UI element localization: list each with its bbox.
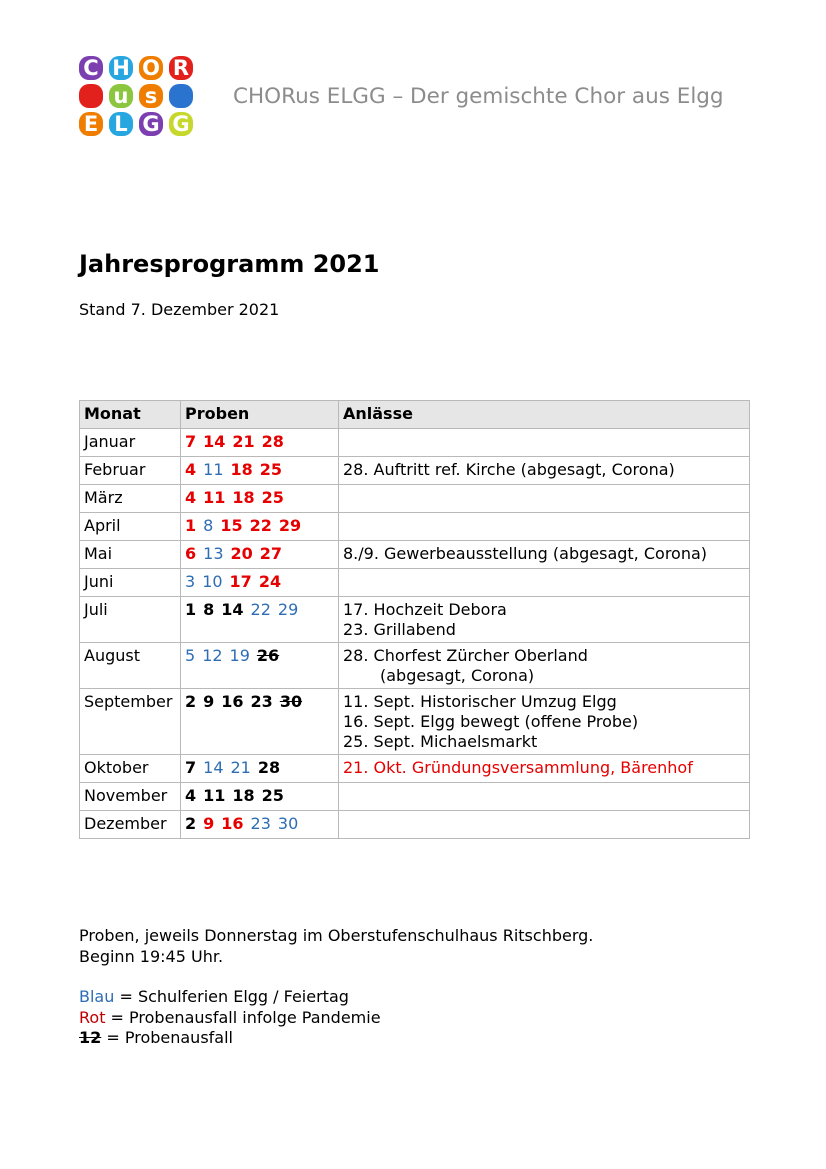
rehearsal-dates-cell [181,429,339,457]
logo-tile [79,84,103,108]
rehearsal-date: 26 [256,646,280,665]
event-entry: 11. Sept. Historischer Umzug Elgg [343,692,617,711]
rehearsal-dates-cell [181,513,339,541]
events-cell [339,541,750,569]
rehearsal-dates-cell [181,783,339,811]
column-header-events: Anlässe [339,401,750,429]
rehearsal-dates-cell [181,541,339,569]
table-row [80,485,750,513]
table-header-row [80,401,750,429]
rehearsal-date: 16 [221,814,244,833]
events-cell [339,783,750,811]
table-row [80,597,750,643]
table-row [80,811,750,839]
legend-row-cancelled [79,1028,381,1049]
month-cell: Februar [80,457,181,485]
rehearsal-date: 21 [232,432,255,451]
month-cell: April [80,513,181,541]
rehearsal-dates-cell [181,811,339,839]
event-entry: 17. Hochzeit Debora [343,600,507,619]
legend-key-blue: Blau [79,987,115,1006]
logo-tile [169,84,193,108]
page-title: Jahresprogramm 2021 [79,250,380,278]
rehearsal-date: 22 [250,600,271,619]
legend-text: = Schulferien Elgg / Feiertag [114,987,349,1006]
table-row [80,569,750,597]
rehearsal-date: 9 [203,692,215,711]
rehearsal-date: 11 [203,488,226,507]
logo-tile: L [109,112,133,136]
table-row [80,429,750,457]
logo-tile: s [139,84,163,108]
rehearsal-date: 18 [232,488,255,507]
month-cell: Oktober [80,755,181,783]
table-row [80,783,750,811]
header-title: CHORus ELGG – Der gemischte Chor aus Elgg [233,84,724,109]
rehearsal-date: 6 [185,544,197,563]
logo-tile: G [169,112,193,136]
rehearsal-dates-cell [181,457,339,485]
month-cell: Dezember [80,811,181,839]
logo-tile: O [139,56,163,80]
month-cell: Juli [80,597,181,643]
logo-tile: R [169,56,193,80]
rehearsal-dates-cell [181,597,339,643]
events-cell [339,485,750,513]
rehearsal-date: 25 [261,488,284,507]
event-entry: 25. Sept. Michaelsmarkt [343,732,538,751]
events-cell [339,457,750,485]
events-cell [339,569,750,597]
rehearsal-dates-cell [181,569,339,597]
event-entry: (abgesagt, Corona) [380,666,535,685]
rehearsal-dates-cell [181,689,339,755]
legend-row-red [79,1008,381,1029]
month-cell: März [80,485,181,513]
logo-tile: u [109,84,133,108]
rehearsal-dates-cell [181,755,339,783]
logo-tile: H [109,56,133,80]
rehearsal-dates-cell [181,485,339,513]
logo-tile: G [139,112,163,136]
rehearsal-date: 25 [259,460,283,479]
rehearsal-date: 14 [221,600,244,619]
rehearsal-date: 28 [257,758,281,777]
rehearsal-date: 2 [185,814,197,833]
month-cell: Mai [80,541,181,569]
legend-key-red: Rot [79,1007,106,1027]
month-cell: November [80,783,181,811]
events-cell [339,689,750,755]
rehearsal-date: 23 [250,814,271,833]
rehearsal-date: 13 [203,544,224,563]
rehearsal-date: 17 [229,572,252,591]
rehearsal-date: 18 [230,460,253,479]
rehearsal-date: 1 [185,600,197,619]
table-row [80,689,750,755]
table-row [80,513,750,541]
rehearsal-date: 22 [249,516,272,535]
rehearsal-date: 29 [277,600,299,619]
rehearsal-date: 28 [261,432,284,451]
table-row [80,541,750,569]
chorus-logo [79,56,195,136]
rehearsal-date: 29 [278,516,302,535]
rehearsal-date: 21 [230,758,251,777]
logo-tile: E [79,112,103,136]
rehearsal-date: 12 [202,646,223,665]
rehearsal-date: 25 [261,786,284,805]
rehearsal-date: 1 [185,516,197,535]
legend-text: = Probenausfall infolge Pandemie [105,1007,381,1027]
legend-row-blue [79,987,381,1008]
table-row [80,643,750,689]
column-header-rehearsals: Proben [181,401,339,429]
event-entry: 8./9. Gewerbeausstellung (abgesagt, Corona) [343,544,708,563]
rehearsal-date: 19 [229,646,250,665]
event-entry: 28. Auftritt ref. Kirche (abgesagt, Corona) [343,460,675,479]
rehearsal-date: 11 [203,786,226,805]
rehearsal-date: 4 [185,488,197,507]
notes-line: Beginn 19:45 Uhr. [79,946,224,966]
rehearsal-date: 7 [185,432,197,451]
rehearsal-date: 3 [185,572,196,591]
page-subtitle: Stand 7. Dezember 2021 [79,300,280,319]
events-cell [339,811,750,839]
rehearsal-date: 10 [202,572,223,591]
table-row [80,457,750,485]
table-row [80,755,750,783]
rehearsal-date: 7 [185,758,197,777]
legend [79,987,381,1049]
rehearsal-date: 5 [185,646,196,665]
program-table [79,400,750,839]
table-body [80,429,750,839]
rehearsal-date: 2 [185,692,197,711]
rehearsal-date: 8 [203,516,214,535]
rehearsal-date: 24 [258,572,282,591]
rehearsal-dates-cell [181,643,339,689]
events-cell [339,597,750,643]
rehearsal-date: 30 [279,692,303,711]
event-entry: 16. Sept. Elgg bewegt (offene Probe) [343,712,639,731]
rehearsal-date: 23 [250,692,273,711]
event-entry: 28. Chorfest Zürcher Oberland [343,646,588,665]
event-entry: 23. Grillabend [343,620,456,639]
legend-text: = Probenausfall [101,1028,233,1047]
events-cell [339,755,750,783]
rehearsal-date: 30 [277,814,299,833]
month-cell: Juni [80,569,181,597]
rehearsal-date: 4 [185,786,197,805]
rehearsal-date: 16 [221,692,244,711]
rehearsal-date: 4 [185,460,197,479]
column-header-month: Monat [80,401,181,429]
rehearsal-date: 14 [203,758,224,777]
month-cell: Januar [80,429,181,457]
rehearsal-date: 11 [203,460,224,479]
logo-tile: C [79,56,103,80]
rehearsal-date: 9 [203,814,215,833]
rehearsal-date: 8 [203,600,215,619]
event-entry: 21. Okt. Gründungsversammlung, Bärenhof [343,758,693,777]
legend-key-cancelled: 12 [79,1028,102,1047]
month-cell: August [80,643,181,689]
rehearsal-date: 27 [259,544,283,563]
month-cell: September [80,689,181,755]
rehearsal-date: 15 [220,516,243,535]
events-cell [339,513,750,541]
rehearsal-notes [79,926,593,967]
rehearsal-date: 18 [232,786,255,805]
rehearsal-date: 14 [203,432,226,451]
events-cell [339,429,750,457]
notes-line: Proben, jeweils Donnerstag im Oberstufenschulhaus Ritschberg. [79,926,594,945]
rehearsal-date: 20 [230,544,253,563]
events-cell [339,643,750,689]
